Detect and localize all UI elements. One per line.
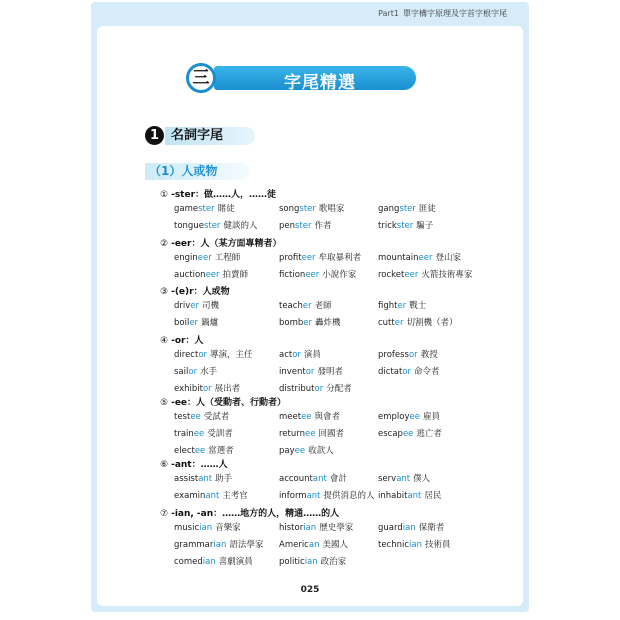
- word-gloss: 騙子: [416, 221, 434, 231]
- word-gloss: 喜劇演員: [218, 557, 253, 567]
- vocab-entry: [378, 348, 438, 360]
- word-suffix: er: [190, 301, 200, 311]
- word-gloss: 會計: [329, 474, 347, 484]
- vocab-entry: [174, 268, 248, 280]
- word-gloss: 收款人: [308, 446, 334, 456]
- word-gloss: 導演，主任: [210, 350, 253, 360]
- word-suffix: er: [189, 318, 199, 328]
- banner-badge: 三: [186, 63, 216, 93]
- word-gloss: 逃亡者: [416, 429, 442, 439]
- vocab-entry: [174, 382, 240, 394]
- vocab-entry: [174, 202, 235, 214]
- group-number: ⑥: [160, 460, 169, 470]
- word-suffix: eer: [301, 253, 316, 263]
- vocab-entry: [174, 444, 234, 456]
- word-suffix: ee: [193, 429, 205, 439]
- word-suffix: eer: [404, 270, 419, 280]
- word-suffix: ee: [409, 412, 420, 422]
- word-gloss: 受訓者: [207, 429, 233, 439]
- banner-bar: [214, 66, 416, 93]
- header-title: 單字構字原理及字首字根字尾: [403, 9, 507, 18]
- vocab-entry: [174, 521, 241, 533]
- word-suffix: er: [394, 318, 404, 328]
- word-root: dictat: [378, 367, 403, 377]
- vocab-entry: [174, 251, 240, 263]
- vocab-entry: [174, 538, 263, 550]
- word-root: music: [174, 523, 200, 533]
- word-gloss: 演員: [303, 350, 321, 360]
- word-root: account: [279, 474, 313, 484]
- word-root: bomb: [279, 318, 304, 328]
- vocab-entry: [378, 427, 442, 439]
- word-gloss: 雇員: [422, 412, 440, 422]
- group-number: ④: [160, 336, 169, 346]
- word-root: tongue: [174, 221, 204, 231]
- section-number: 1: [145, 126, 164, 145]
- word-gloss: 火箭技術專家: [421, 270, 473, 280]
- word-gloss: 登山家: [435, 253, 462, 263]
- word-gloss: 保衛者: [418, 523, 445, 533]
- word-root: driv: [174, 301, 191, 311]
- vocab-entry: [174, 219, 257, 231]
- word-suffix: ster: [198, 204, 215, 214]
- word-gloss: 小說作家: [322, 270, 357, 280]
- vocab-entry: [378, 410, 440, 422]
- word-root: grammar: [174, 540, 214, 550]
- word-root: fiction: [279, 270, 306, 280]
- word-root: serv: [378, 474, 397, 484]
- chapter-banner: [186, 63, 418, 93]
- subsection-heading: （1）人或物: [145, 163, 249, 180]
- word-root: distribut: [279, 384, 315, 394]
- word-suffix: ster: [299, 204, 316, 214]
- word-root: train: [174, 429, 194, 439]
- group-number: ②: [160, 239, 169, 249]
- word-suffix: ian: [199, 523, 213, 533]
- word-suffix: ster: [295, 221, 312, 231]
- word-suffix: or: [292, 350, 301, 360]
- word-suffix: or: [314, 384, 324, 394]
- suffix-group-title: [160, 395, 286, 408]
- word-gloss: 與會者: [314, 412, 341, 422]
- vocab-entry: [279, 444, 334, 456]
- group-title-text: -or：人: [171, 336, 204, 346]
- word-suffix: er: [303, 318, 313, 328]
- group-title-text: -ian, -an：……地方的人，精通……的人: [171, 509, 340, 519]
- vocab-entry: [174, 348, 253, 360]
- word-gloss: 賭徒: [217, 204, 235, 214]
- word-root: histor: [279, 523, 304, 533]
- vocab-entry: [174, 427, 233, 439]
- group-number: ⑤: [160, 398, 169, 408]
- word-root: assist: [174, 474, 199, 484]
- word-suffix: or: [202, 384, 212, 394]
- group-number: ⑦: [160, 509, 169, 519]
- word-gloss: 戰士: [409, 301, 427, 311]
- word-gloss: 鍋爐: [201, 318, 219, 328]
- group-title-text: -eer：人（某方面專精者）: [171, 239, 282, 249]
- vocab-entry: [378, 202, 436, 214]
- word-suffix: ee: [190, 412, 201, 422]
- word-suffix: ster: [399, 204, 416, 214]
- word-suffix: eer: [205, 270, 220, 280]
- word-suffix: ant: [306, 491, 321, 501]
- word-suffix: ee: [402, 429, 414, 439]
- word-gloss: 司機: [202, 301, 220, 311]
- word-root: pen: [279, 221, 296, 231]
- vocab-entry: [279, 219, 332, 231]
- word-root: trick: [378, 221, 397, 231]
- vocab-entry: [378, 521, 444, 533]
- word-suffix: ee: [305, 429, 316, 439]
- vocab-entry: [279, 316, 341, 328]
- word-suffix: ee: [301, 412, 312, 422]
- word-gloss: 轟炸機: [315, 318, 341, 328]
- word-root: auction: [174, 270, 206, 280]
- group-title-text: -ee：人（受動者、行動者）: [171, 398, 287, 408]
- vocab-entry: [279, 538, 348, 550]
- vocab-entry: [279, 489, 375, 501]
- word-gloss: 牟取暴利者: [318, 253, 362, 263]
- word-root: fight: [378, 301, 398, 311]
- word-gloss: 回國者: [318, 429, 344, 439]
- group-number: ③: [160, 287, 169, 297]
- vocab-entry: [279, 365, 343, 377]
- vocab-entry: [174, 472, 232, 484]
- word-root: invent: [279, 367, 306, 377]
- word-gloss: 發明者: [317, 367, 343, 377]
- word-root: return: [279, 429, 305, 439]
- word-root: game: [174, 204, 199, 214]
- vocab-entry: [174, 555, 253, 567]
- word-suffix: ian: [303, 523, 317, 533]
- word-root: gang: [378, 204, 400, 214]
- word-gloss: 切割機（者）: [406, 318, 458, 328]
- vocab-entry: [279, 410, 340, 422]
- vocab-entry: [279, 348, 321, 360]
- vocab-entry: [378, 538, 451, 550]
- word-suffix: er: [302, 301, 312, 311]
- group-title-text: -ant：……人: [171, 460, 228, 470]
- word-root: sail: [174, 367, 189, 377]
- word-suffix: ian: [304, 557, 318, 567]
- word-root: politic: [279, 557, 305, 567]
- word-gloss: 居民: [424, 491, 442, 501]
- word-gloss: 教授: [420, 350, 438, 360]
- word-suffix: ian: [402, 523, 416, 533]
- vocab-entry: [279, 202, 344, 214]
- vocab-entry: [279, 427, 344, 439]
- word-root: comed: [174, 557, 203, 567]
- vocab-entry: [174, 410, 229, 422]
- word-root: elect: [174, 446, 195, 456]
- word-suffix: or: [198, 350, 208, 360]
- word-gloss: 政治家: [320, 557, 347, 567]
- word-gloss: 美國人: [322, 540, 348, 550]
- vocab-entry: [378, 251, 461, 263]
- vocab-entry: [378, 316, 457, 328]
- vocab-entry: [174, 489, 248, 501]
- word-root: act: [279, 350, 293, 360]
- word-gloss: 主考官: [222, 491, 248, 501]
- vocab-entry: [279, 555, 346, 567]
- word-suffix: or: [188, 367, 198, 377]
- word-root: cutt: [378, 318, 395, 328]
- word-gloss: 技術員: [425, 540, 451, 550]
- word-root: technic: [378, 540, 410, 550]
- word-gloss: 展出者: [214, 384, 241, 394]
- vocab-entry: [174, 365, 217, 377]
- word-gloss: 歷史學家: [319, 523, 354, 533]
- word-root: rocket: [378, 270, 405, 280]
- page-number: 025: [300, 585, 320, 595]
- word-gloss: 工程師: [214, 253, 241, 263]
- word-gloss: 歌唱家: [318, 204, 345, 214]
- word-root: inform: [279, 491, 307, 501]
- word-suffix: ant: [198, 474, 213, 484]
- word-root: Americ: [279, 540, 309, 550]
- word-gloss: 水手: [200, 367, 218, 377]
- suffix-group-title: [160, 333, 203, 346]
- word-suffix: or: [408, 350, 418, 360]
- word-suffix: or: [305, 367, 315, 377]
- word-root: pay: [279, 446, 295, 456]
- suffix-group-title: [160, 284, 230, 297]
- vocab-entry: [378, 472, 430, 484]
- word-root: guard: [378, 523, 403, 533]
- word-root: meet: [279, 412, 302, 422]
- word-gloss: 匪徒: [418, 204, 436, 214]
- word-root: examin: [174, 491, 206, 501]
- word-suffix: or: [402, 367, 412, 377]
- word-gloss: 當選者: [208, 446, 234, 456]
- word-suffix: ant: [407, 491, 422, 501]
- vocab-entry: [174, 316, 218, 328]
- word-root: engin: [174, 253, 198, 263]
- suffix-group-title: [160, 187, 276, 200]
- vocab-entry: [174, 299, 219, 311]
- word-root: direct: [174, 350, 199, 360]
- word-gloss: 分配者: [326, 384, 352, 394]
- group-title-text: -ster：做……人，……徒: [171, 190, 277, 200]
- suffix-group-title: [160, 457, 228, 470]
- word-gloss: 語法學家: [229, 540, 264, 550]
- word-suffix: ant: [396, 474, 411, 484]
- group-title-text: -(e)r：人或物: [171, 287, 230, 297]
- word-gloss: 拍賣師: [222, 270, 249, 280]
- word-gloss: 助手: [215, 474, 233, 484]
- group-number: ①: [160, 190, 169, 200]
- word-root: teach: [279, 301, 303, 311]
- word-suffix: ian: [409, 540, 423, 550]
- part-label: Part1: [378, 9, 399, 18]
- word-gloss: 命令者: [414, 367, 440, 377]
- word-gloss: 老師: [314, 301, 332, 311]
- word-root: exhibit: [174, 384, 203, 394]
- word-gloss: 健談的人: [223, 221, 258, 231]
- word-root: employ: [378, 412, 410, 422]
- word-suffix: ian: [213, 540, 227, 550]
- word-root: test: [174, 412, 191, 422]
- word-suffix: eer: [197, 253, 212, 263]
- word-suffix: ster: [396, 221, 414, 231]
- word-suffix: an: [308, 540, 320, 550]
- word-root: profess: [378, 350, 409, 360]
- word-root: escap: [378, 429, 403, 439]
- word-gloss: 提供消息的人: [323, 491, 375, 501]
- word-gloss: 音樂家: [215, 523, 241, 533]
- word-suffix: ee: [294, 446, 306, 456]
- suffix-group-title: [160, 236, 281, 249]
- vocab-entry: [378, 219, 433, 231]
- suffix-group-title: [160, 506, 339, 519]
- vocab-entry: [279, 521, 353, 533]
- word-root: mountain: [378, 253, 419, 263]
- word-suffix: eer: [418, 253, 433, 263]
- word-root: profit: [279, 253, 302, 263]
- vocab-entry: [378, 365, 440, 377]
- banner-title: 字尾精選: [284, 73, 356, 93]
- word-gloss: 僕人: [413, 474, 431, 484]
- word-suffix: eer: [305, 270, 320, 280]
- word-suffix: ant: [312, 474, 327, 484]
- word-suffix: ster: [203, 221, 221, 231]
- vocab-entry: [279, 382, 352, 394]
- word-suffix: ee: [194, 446, 206, 456]
- word-root: song: [279, 204, 300, 214]
- word-suffix: er: [397, 301, 407, 311]
- word-suffix: ant: [205, 491, 220, 501]
- vocab-entry: [279, 299, 332, 311]
- vocab-entry: [279, 251, 361, 263]
- running-header: [378, 8, 507, 19]
- vocab-entry: [279, 472, 347, 484]
- word-suffix: ian: [202, 557, 216, 567]
- vocab-entry: [378, 268, 472, 280]
- vocab-entry: [378, 489, 441, 501]
- word-root: inhabit: [378, 491, 408, 501]
- vocab-entry: [279, 268, 356, 280]
- word-root: boil: [174, 318, 190, 328]
- word-gloss: 作者: [314, 221, 332, 231]
- word-gloss: 受試者: [203, 412, 230, 422]
- vocab-entry: [378, 299, 426, 311]
- section-label: 名詞字尾: [165, 127, 255, 145]
